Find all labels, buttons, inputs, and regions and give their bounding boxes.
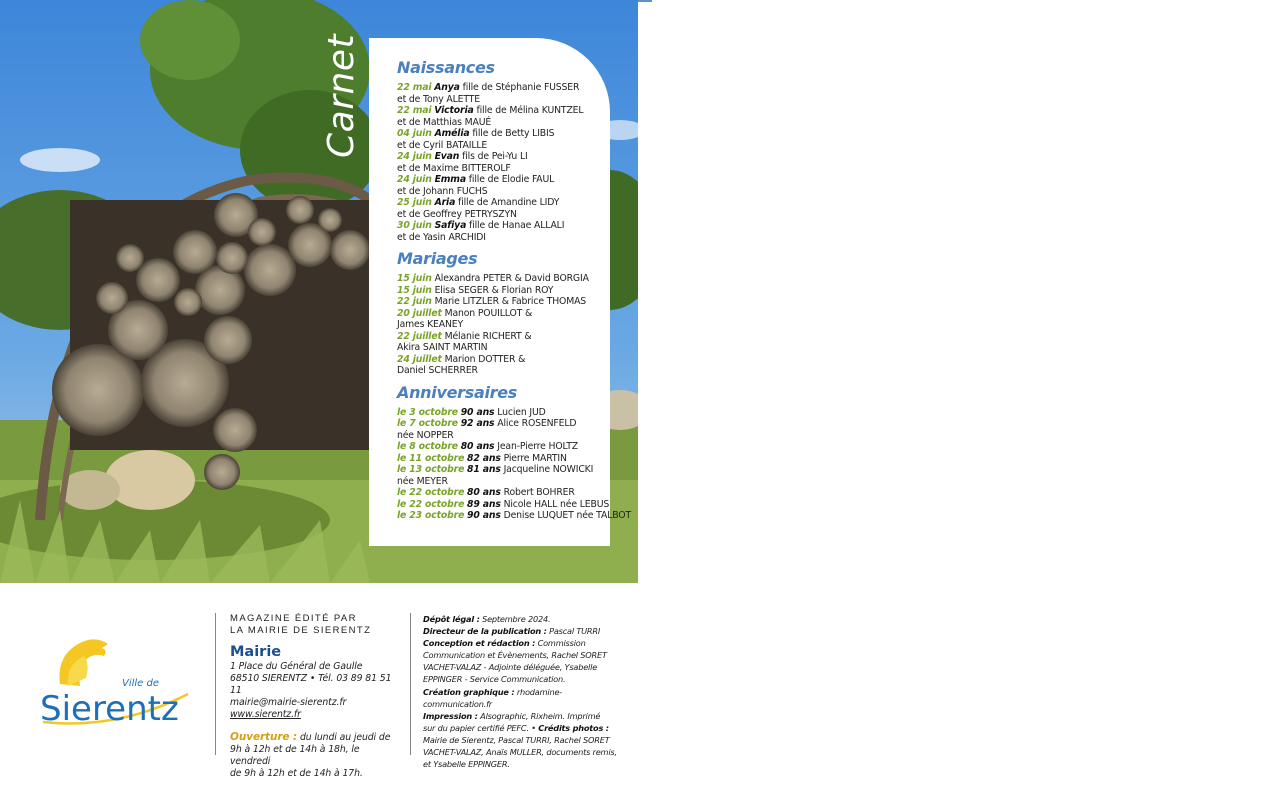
entry-date: 15 juin — [397, 273, 432, 284]
mairie-info — [230, 613, 402, 780]
naissances-title: Naissances — [397, 58, 495, 77]
entry-text: Alexandra PETER & David BORGIA — [434, 273, 589, 284]
entry-text-line-2: Akira SAINT MARTIN — [397, 342, 488, 353]
entry-date: 22 juin — [397, 296, 432, 307]
address-line-1: 1 Place du Général de Gaulle — [230, 661, 363, 672]
mariages-entry — [397, 331, 610, 343]
entry-date: 24 juin — [397, 151, 432, 162]
page-edge-mark — [638, 0, 652, 2]
magazine-line-2: LA MAIRIE DE SIERENTZ — [230, 625, 372, 636]
website-link[interactable]: www.sierentz.fr — [230, 709, 301, 720]
legal-conception: Conception et rédaction : Commission — [423, 638, 586, 649]
legal-conception-3: VACHET-VALAZ - Adjointe déléguée, Ysabelle — [423, 662, 598, 673]
entry-date: le 23 octobre — [397, 510, 465, 521]
anniversaires-entry — [397, 441, 610, 453]
mariages-entry — [397, 296, 610, 308]
entry-text: fille de Elodie FAUL — [468, 174, 555, 185]
logo-big-text: Sierentz — [40, 689, 179, 729]
magazine-line-1: MAGAZINE ÉDITÉ PAR — [230, 613, 357, 624]
entry-text-line-2: née NOPPER — [397, 429, 454, 441]
entry-age: 80 ans — [467, 487, 501, 498]
logo-small-text: Ville de — [122, 678, 160, 689]
entry-text: Denise LUQUET née TALBOT — [503, 510, 631, 521]
legal-conception-4: EPPINGER - Service Communication. — [423, 674, 566, 685]
entry-text: Mélanie RICHERT & — [444, 330, 532, 342]
footer-divider-2 — [410, 613, 411, 755]
legal-depot: Dépôt légal : Septembre 2024. — [423, 614, 551, 624]
legal-credits-2: VACHET-VALAZ, Anaïs MULLER, documents remis, — [423, 747, 617, 758]
naissances-entry — [397, 105, 610, 117]
mariages-entry — [397, 308, 610, 320]
entry-text: fille de Mélina KUNTZEL — [476, 105, 584, 116]
entry-text: Robert BOHRER — [503, 487, 575, 498]
entry-date: 20 juillet — [397, 307, 442, 319]
entry-age: 92 ans — [460, 418, 495, 429]
entry-text: Marion DOTTER & — [444, 353, 526, 365]
entry-date: 22 mai — [397, 82, 432, 93]
mariages-list — [397, 273, 610, 377]
entry-age: 90 ans — [460, 406, 495, 418]
entry-date: 30 juin — [397, 220, 432, 231]
entry-text-line-2: et de Cyril BATAILLE — [397, 139, 488, 151]
entry-text: Pierre MARTIN — [503, 452, 567, 464]
anniversaires-entry — [397, 464, 610, 476]
address-line-2: 68510 SIERENTZ • Tél. 03 89 81 51 11 — [230, 673, 392, 696]
naissances-entry — [397, 174, 610, 186]
entry-text-line-2: et de Matthias MAUÉ — [397, 116, 492, 128]
entry-date: 24 juillet — [397, 353, 442, 365]
entry-age: 89 ans — [467, 498, 501, 510]
entry-text: Nicole HALL née LEBUS — [503, 498, 610, 510]
ouverture-line-2: 9h à 12h et de 14h à 18h, le vendredi — [230, 744, 360, 767]
mariages-entry — [397, 285, 610, 297]
entry-date: 24 juin — [397, 174, 432, 185]
entry-text: Lucien JUD — [497, 406, 546, 418]
entry-text: fille de Amandine LIDY — [458, 197, 560, 208]
entry-text: Jacqueline NOWICKI — [503, 464, 594, 475]
legal-conception-2: Communication et Évènements, Rachel SORET — [423, 650, 607, 661]
entry-text: Alice ROSENFELD — [497, 418, 577, 429]
anniversaires-entry — [397, 510, 631, 522]
naissances-entry — [397, 82, 610, 94]
entry-text: fille de Stéphanie FUSSER — [462, 82, 580, 93]
mariages-title: Mariages — [397, 249, 478, 268]
entry-name: Safiya — [434, 220, 467, 231]
entry-age: 80 ans — [460, 441, 495, 452]
entry-text: Elisa SEGER & Florian ROY — [434, 284, 554, 296]
entry-name: Evan — [434, 151, 460, 162]
ouverture-line-3: de 9h à 12h et de 14h à 17h. — [230, 768, 363, 779]
entry-date: le 11 octobre — [397, 452, 465, 464]
naissances-entry — [397, 151, 610, 163]
carnet-title: Carnet — [321, 33, 362, 158]
sierentz-logo — [38, 634, 198, 730]
legal-credits-3: et Ysabelle EPPINGER. — [423, 759, 510, 770]
entry-date: 22 mai — [397, 105, 432, 116]
naissances-entry — [397, 220, 610, 232]
entry-date: le 22 octobre — [397, 498, 465, 510]
entry-date: 25 juin — [397, 197, 432, 208]
entry-text: Jean-Pierre HOLTZ — [497, 441, 579, 452]
mairie-title: Mairie — [230, 644, 282, 660]
entry-text-line-2: et de Yasin ARCHIDI — [397, 231, 486, 243]
entry-date: 04 juin — [397, 128, 432, 139]
entry-text-line-2: et de Geoffrey PETRYSZYN — [397, 208, 517, 220]
naissances-entry — [397, 197, 610, 209]
entry-text: fille de Betty LIBIS — [472, 128, 555, 139]
ouverture-line-1: Ouverture : du lundi au jeudi de — [230, 731, 391, 743]
legal-info — [423, 613, 619, 770]
eagle-logo-icon — [38, 634, 198, 730]
mariages-entry — [397, 354, 610, 366]
anniversaires-entry — [397, 418, 610, 430]
entry-name: Emma — [434, 174, 466, 185]
entry-text-line-2: et de Maxime BITTEROLF — [397, 162, 511, 174]
entry-age: 90 ans — [467, 510, 501, 521]
email-link[interactable]: mairie@mairie-sierentz.fr — [230, 697, 347, 708]
entry-text-line-2: et de Johann FUCHS — [397, 185, 488, 197]
entry-name: Aria — [434, 197, 456, 208]
entry-age: 81 ans — [467, 464, 501, 475]
entry-date: 15 juin — [397, 284, 432, 296]
entry-text-line-2: James KEANEY — [397, 319, 464, 330]
legal-creation: Création graphique : rhodamine-communication.fr — [423, 686, 563, 709]
anniversaires-entry — [397, 453, 610, 465]
entry-date: le 8 octobre — [397, 441, 458, 452]
carnet-card — [369, 38, 631, 546]
entry-date: le 13 octobre — [397, 464, 465, 475]
entry-text-line-2: Daniel SCHERRER — [397, 365, 478, 376]
anniversaires-entry — [397, 487, 610, 499]
entry-text-line-2: née MEYER — [397, 475, 448, 487]
mariages-entry — [397, 273, 610, 285]
anniversaires-title: Anniversaires — [397, 382, 517, 402]
entry-date: le 7 octobre — [397, 418, 458, 429]
anniversaires-entry — [397, 499, 610, 511]
entry-text: Marie LITZLER & Fabrice THOMAS — [434, 296, 587, 307]
entry-date: le 22 octobre — [397, 487, 465, 498]
entry-date: le 3 octobre — [397, 406, 458, 418]
ouverture-label: Ouverture : — [230, 731, 298, 743]
legal-impression-2: sur du papier certifié PEFC. • Crédits photos : — [423, 722, 609, 733]
naissances-list — [397, 82, 610, 243]
anniversaires-entry — [397, 407, 610, 419]
naissances-entry — [397, 128, 610, 140]
legal-directeur: Directeur de la publication : Pascal TURRI — [423, 626, 601, 637]
entry-name: Victoria — [434, 105, 474, 116]
legal-impression: Impression : Alsographic, Rixheim. Imprimé — [423, 710, 601, 721]
entry-text: fille de Hanae ALLALI — [469, 220, 565, 231]
entry-text-line-2: et de Tony ALETTE — [397, 93, 480, 105]
entry-name: Anya — [434, 82, 460, 93]
entry-name: Amélia — [434, 128, 470, 139]
entry-text: fils de Pei-Yu LI — [462, 151, 528, 162]
footer-divider-1 — [215, 613, 216, 755]
anniversaires-list — [397, 406, 631, 522]
entry-text: Manon POUILLOT & — [444, 307, 533, 319]
entry-date: 22 juillet — [397, 330, 442, 342]
legal-credits-1: Mairie de Sierentz, Pascal TURRI, Rachel SORET — [423, 734, 610, 745]
entry-age: 82 ans — [467, 452, 501, 464]
